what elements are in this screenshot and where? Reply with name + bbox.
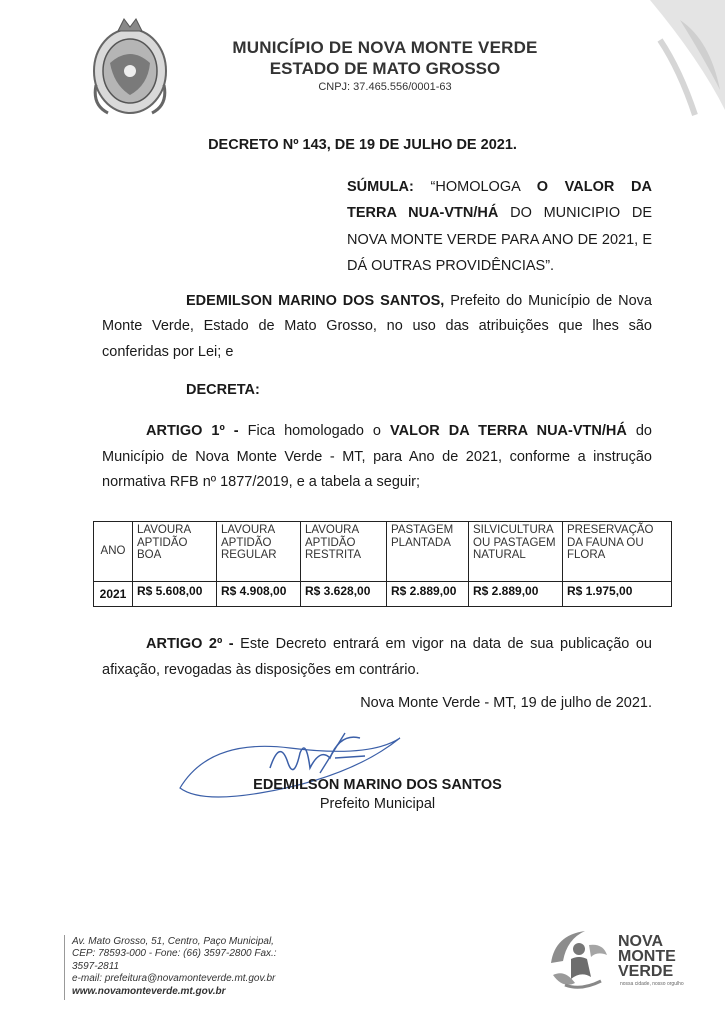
table-row: [94, 582, 672, 607]
land-value-table: [93, 521, 672, 607]
signer-name: EDEMILSON MARINO DOS SANTOS: [253, 777, 502, 793]
table-header-row: [94, 522, 672, 582]
table-header-cell: LAVOURA APTIDÃO RESTRITA: [301, 522, 387, 582]
article-1-text-2: do Município de Nova Monte Verde - MT, para Ano de 2021, conforme a instrução normativa RFB nº 1877/2019, e a tabela a seguir;: [102, 423, 652, 490]
footer-address-line: CEP: 78593-000 - Fone: (66) 3597-2800 Fax.:: [72, 948, 277, 960]
article-2-paragraph: [102, 632, 652, 683]
place-date: Nova Monte Verde - MT, 19 de julho de 2021.: [360, 695, 652, 711]
table-header-cell: PASTAGEM PLANTADA: [387, 522, 469, 582]
signature-icon: [170, 718, 420, 808]
table-cell-year: 2021: [94, 582, 133, 607]
article-2-label: ARTIGO 2º -: [146, 636, 234, 652]
header-cnpj: CNPJ: 37.465.556/0001-63: [318, 81, 452, 93]
table-header-cell: LAVOURA APTIDÃO REGULAR: [217, 522, 301, 582]
sumula-text-bold: O VALOR DA TERRA NUA-VTN/HÁ: [347, 179, 652, 222]
table-cell: R$ 1.975,00: [563, 582, 672, 607]
brand-slogan: nossa cidade, nosso orgulho: [620, 981, 684, 987]
table-header-cell: SILVICULTURA OU PASTAGEM NATURAL: [469, 522, 563, 582]
preamble-name: EDEMILSON MARINO DOS SANTOS,: [186, 293, 445, 309]
table-cell: R$ 5.608,00: [133, 582, 217, 607]
footer-email: e-mail: prefeitura@novamonteverde.mt.gov.br: [72, 973, 276, 985]
table-header-cell: PRESERVAÇÃO DA FAUNA OU FLORA: [563, 522, 672, 582]
footer-address-line: Av. Mato Grosso, 51, Centro, Paço Municipal,: [72, 936, 274, 947]
table-cell: R$ 4.908,00: [217, 582, 301, 607]
decree-title: DECRETO Nº 143, DE 19 DE JULHO DE 2021.: [208, 137, 517, 153]
brand-line: NOVA: [618, 933, 664, 950]
corner-decoration-icon: [640, 0, 725, 120]
preamble-paragraph: [102, 289, 652, 365]
footer-address-block: [72, 936, 317, 998]
sumula-text-2: DO MUNICIPIO DE NOVA MONTE VERDE PARA ANO DE 2021, E DÁ OUTRAS PROVIDÊNCIAS”.: [347, 205, 652, 274]
article-1-text-bold: VALOR DA TERRA NUA-VTN/HÁ: [390, 423, 627, 439]
brand-line: VERDE: [618, 963, 674, 980]
sumula-paragraph: [347, 174, 652, 279]
header-state: ESTADO DE MATO GROSSO: [269, 59, 501, 78]
municipal-crest-icon: [88, 15, 172, 119]
article-1-label: ARTIGO 1º -: [146, 423, 239, 439]
footer-website: www.novamonteverde.mt.gov.br: [72, 985, 226, 997]
article-1-text-1: Fica homologado o: [238, 423, 391, 439]
table-cell: R$ 3.628,00: [301, 582, 387, 607]
brand-line: MONTE: [618, 948, 676, 965]
header-municipality: MUNICÍPIO DE NOVA MONTE VERDE: [232, 38, 538, 57]
footer-address-line: 3597-2811: [72, 960, 120, 972]
table-header-cell: ANO: [94, 522, 133, 582]
nova-monte-verde-logo-icon: [545, 925, 615, 995]
article-1-paragraph: [102, 419, 652, 496]
table-cell: R$ 2.889,00: [469, 582, 563, 607]
decreta-heading: DECRETA:: [186, 382, 260, 398]
sumula-label: SÚMULA:: [347, 179, 414, 195]
article-2-text: Este Decreto entrará em vigor na data de sua publicação ou afixação, revogadas às disposições em contrário.: [102, 636, 652, 678]
signer-title: Prefeito Municipal: [319, 796, 436, 812]
table-cell: R$ 2.889,00: [387, 582, 469, 607]
footer-divider: [64, 935, 65, 1000]
sumula-text-1: “HOMOLOGA: [413, 179, 537, 195]
preamble-text: Prefeito do Município de Nova Monte Verde, Estado de Mato Grosso, no uso das atribuições que lhes são conferidas por Lei; e: [102, 293, 652, 360]
table-header-cell: LAVOURA APTIDÃO BOA: [133, 522, 217, 582]
